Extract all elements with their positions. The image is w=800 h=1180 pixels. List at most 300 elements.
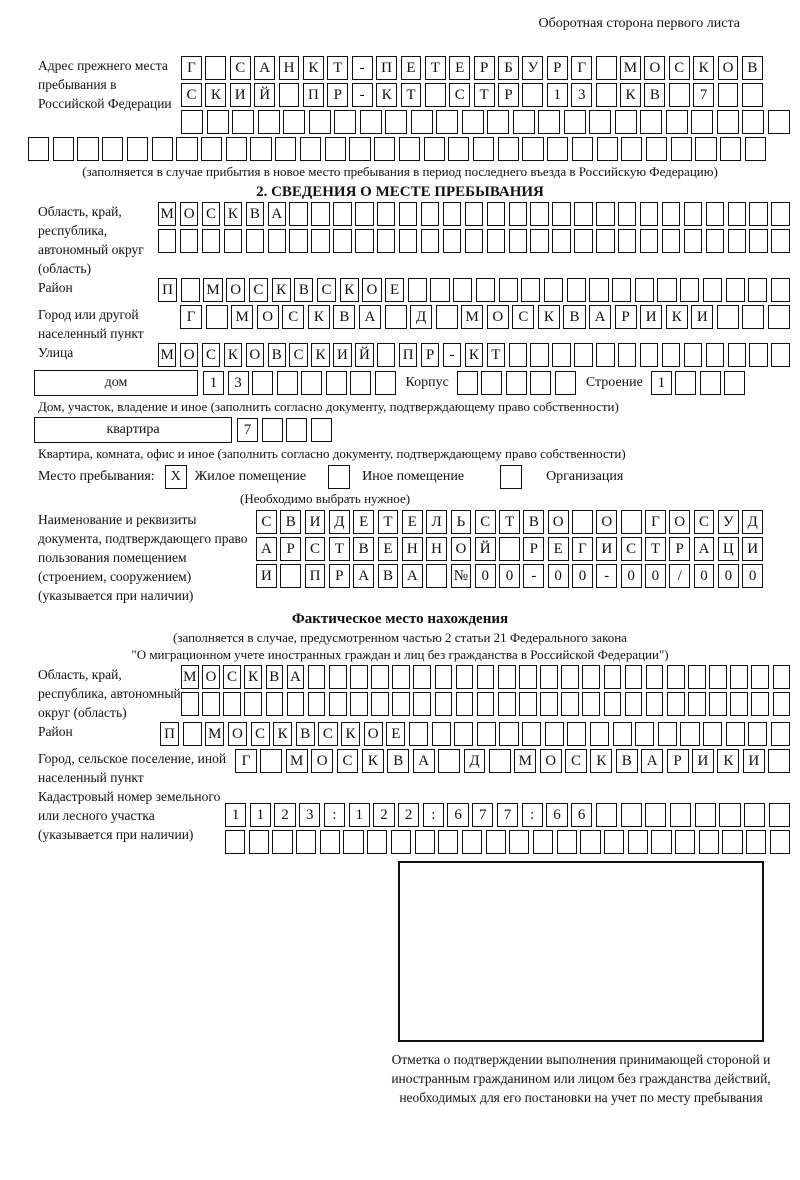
char-box xyxy=(311,418,332,442)
char-box xyxy=(513,110,535,134)
stay-type-label: Место пребывания: xyxy=(38,469,155,484)
char-box xyxy=(377,202,395,226)
confirmation-caption: Отметка о подтверждении выполнения принимающей стороной и иностранным гражданином или лицом без гражданства действий, необходимых для его постановки на учет по месту пребывания xyxy=(391,1052,771,1105)
char-box xyxy=(680,278,699,302)
char-box: А xyxy=(413,749,435,773)
char-box xyxy=(350,692,368,716)
char-box: Т xyxy=(329,537,350,561)
char-box xyxy=(717,305,739,329)
char-box xyxy=(127,137,148,161)
char-box xyxy=(567,722,586,746)
char-box xyxy=(582,665,600,689)
char-box xyxy=(728,343,746,367)
char-box xyxy=(438,749,460,773)
char-box xyxy=(465,202,483,226)
char-box: - xyxy=(352,56,373,80)
char-box: К xyxy=(224,343,242,367)
char-box xyxy=(462,110,484,134)
char-box xyxy=(719,803,740,827)
char-box xyxy=(158,229,176,253)
char-box: К xyxy=(224,202,242,226)
prev-address-row-2 xyxy=(181,83,763,107)
stay-type-option-organization: Организация xyxy=(546,469,624,484)
char-box xyxy=(367,830,387,854)
char-box xyxy=(748,278,767,302)
char-box xyxy=(589,110,611,134)
char-box xyxy=(377,343,395,367)
char-box xyxy=(377,229,395,253)
char-box xyxy=(645,803,666,827)
char-box xyxy=(771,343,789,367)
char-box xyxy=(730,692,748,716)
char-box xyxy=(311,202,329,226)
char-box xyxy=(498,665,516,689)
char-box: Н xyxy=(426,537,447,561)
char-box xyxy=(596,202,614,226)
actual-location-note-2: "О миграционном учете иностранных граждан и лиц без гражданства в Российской Федерации") xyxy=(131,647,669,662)
char-box xyxy=(519,665,537,689)
korpus-label: Корпус xyxy=(405,375,449,390)
char-box: В xyxy=(353,537,374,561)
char-box: С xyxy=(249,278,268,302)
char-box xyxy=(771,722,790,746)
char-box xyxy=(618,343,636,367)
char-box xyxy=(561,692,579,716)
char-box xyxy=(545,722,564,746)
page-side-note: Оборотная сторона первого листа xyxy=(538,16,740,31)
char-box xyxy=(509,830,529,854)
char-box: 1 xyxy=(547,83,568,107)
region-block xyxy=(38,202,790,278)
char-box xyxy=(252,371,273,395)
char-box: Т xyxy=(378,510,399,534)
char-box: О xyxy=(487,305,509,329)
char-box xyxy=(640,202,658,226)
char-box xyxy=(102,137,123,161)
char-box xyxy=(301,371,322,395)
char-box: А xyxy=(694,537,715,561)
char-box xyxy=(260,749,282,773)
char-box xyxy=(635,278,654,302)
document-row-2 xyxy=(256,537,763,561)
stay-type-row xyxy=(38,464,800,490)
char-box: М xyxy=(158,202,176,226)
char-box xyxy=(176,137,197,161)
char-box xyxy=(457,371,478,395)
char-box: К xyxy=(311,343,329,367)
char-box xyxy=(371,665,389,689)
confirmation-stamp-box xyxy=(398,861,764,1042)
char-box xyxy=(477,665,495,689)
char-box: В xyxy=(294,278,313,302)
char-box: С xyxy=(305,537,326,561)
document-label: Наименование и реквизиты документа, подтверждающего право пользования помещением (строением, сооружением) (указывается при наличии) xyxy=(38,512,248,603)
char-box xyxy=(574,343,592,367)
char-box: С xyxy=(282,305,304,329)
char-box: Е xyxy=(378,537,399,561)
char-box xyxy=(262,418,283,442)
char-box: Й xyxy=(355,343,373,367)
char-box: Г xyxy=(571,56,592,80)
stay-type-checkbox-residential: X xyxy=(165,465,187,489)
char-box: Т xyxy=(499,510,520,534)
char-box: С xyxy=(230,56,251,80)
char-box: Й xyxy=(254,83,275,107)
char-box xyxy=(521,278,540,302)
char-box: Р xyxy=(667,749,689,773)
char-box xyxy=(530,371,551,395)
char-box: Й xyxy=(475,537,496,561)
char-box: 0 xyxy=(499,564,520,588)
char-box: Р xyxy=(327,83,348,107)
char-box xyxy=(289,202,307,226)
char-box: Г xyxy=(235,749,257,773)
char-box: О xyxy=(362,278,381,302)
char-box xyxy=(385,305,407,329)
char-box: В xyxy=(644,83,665,107)
char-box xyxy=(385,110,407,134)
char-box: М xyxy=(205,722,224,746)
char-box xyxy=(509,229,527,253)
char-box: Р xyxy=(669,537,690,561)
actual-region-row-1 xyxy=(181,665,790,689)
char-box: К xyxy=(717,749,739,773)
char-box xyxy=(597,137,618,161)
char-box: С xyxy=(449,83,470,107)
char-box: С xyxy=(289,343,307,367)
char-box xyxy=(499,278,518,302)
char-box xyxy=(392,692,410,716)
char-box xyxy=(391,830,411,854)
actual-region-row-2 xyxy=(181,692,790,716)
char-box xyxy=(473,137,494,161)
actual-district-row xyxy=(160,722,790,746)
char-box: В xyxy=(523,510,544,534)
char-box: В xyxy=(296,722,315,746)
prev-address-row-3 xyxy=(181,110,790,134)
char-box: Е xyxy=(353,510,374,534)
char-box xyxy=(435,692,453,716)
char-box: 1 xyxy=(250,803,271,827)
char-box xyxy=(722,830,742,854)
char-box xyxy=(77,137,98,161)
char-box xyxy=(258,110,280,134)
char-box: М xyxy=(461,305,483,329)
char-box xyxy=(436,305,458,329)
char-box: 7 xyxy=(472,803,493,827)
char-box xyxy=(746,830,766,854)
char-box xyxy=(768,110,790,134)
char-box: 3 xyxy=(571,83,592,107)
char-box: Д xyxy=(464,749,486,773)
char-box xyxy=(646,692,664,716)
char-box xyxy=(745,137,766,161)
char-box: Т xyxy=(474,83,495,107)
char-box: К xyxy=(693,56,714,80)
char-box: Е xyxy=(402,510,423,534)
char-box: Г xyxy=(181,56,202,80)
char-box: 6 xyxy=(571,803,592,827)
prev-address-note: (заполняется в случае прибытия в новое место пребывания в период последнего въезда в Российскую Федерацию) xyxy=(82,164,718,179)
char-box xyxy=(574,229,592,253)
apartment-row xyxy=(34,417,800,443)
char-box xyxy=(487,229,505,253)
char-box xyxy=(326,371,347,395)
char-box: А xyxy=(402,564,423,588)
char-box: - xyxy=(596,564,617,588)
char-box: К xyxy=(205,83,226,107)
cadastral-row-2 xyxy=(225,830,790,854)
char-box xyxy=(621,137,642,161)
char-box xyxy=(666,110,688,134)
house-number-cells xyxy=(203,371,396,395)
char-box: М xyxy=(620,56,641,80)
char-box: Р xyxy=(498,83,519,107)
char-box: В xyxy=(268,343,286,367)
char-box: Н xyxy=(279,56,300,80)
char-box: С xyxy=(202,343,220,367)
char-box xyxy=(206,305,228,329)
char-box xyxy=(333,229,351,253)
char-box: Е xyxy=(385,278,404,302)
char-box: О xyxy=(669,510,690,534)
char-box: В xyxy=(266,665,284,689)
char-box: С xyxy=(694,510,715,534)
char-box xyxy=(286,418,307,442)
char-box xyxy=(477,722,496,746)
char-box: Р xyxy=(421,343,439,367)
char-box xyxy=(628,830,648,854)
char-box xyxy=(476,278,495,302)
char-box: О xyxy=(228,722,247,746)
char-box: И xyxy=(256,564,277,588)
char-box xyxy=(596,343,614,367)
char-box xyxy=(411,110,433,134)
char-box xyxy=(374,137,395,161)
char-box: О xyxy=(180,343,198,367)
char-box xyxy=(181,278,200,302)
char-box xyxy=(742,305,764,329)
char-box: Д xyxy=(329,510,350,534)
char-box xyxy=(207,110,229,134)
char-box xyxy=(287,692,305,716)
char-box xyxy=(618,229,636,253)
char-box xyxy=(399,202,417,226)
document-block xyxy=(38,510,790,605)
char-box xyxy=(506,371,527,395)
char-box xyxy=(477,692,495,716)
prev-address-row-4 xyxy=(28,137,766,161)
char-box: № xyxy=(451,564,472,588)
char-box xyxy=(333,202,351,226)
char-box xyxy=(730,665,748,689)
char-box: И xyxy=(640,305,662,329)
char-box: И xyxy=(333,343,351,367)
char-box: 7 xyxy=(693,83,714,107)
char-box xyxy=(205,56,226,80)
char-box xyxy=(728,229,746,253)
char-box xyxy=(350,665,368,689)
char-box: И xyxy=(691,305,713,329)
cadastral-label: Кадастровый номер земельного или лесного участка (указывается при наличии) xyxy=(38,789,221,842)
char-box xyxy=(275,137,296,161)
char-box xyxy=(355,202,373,226)
char-box: Ь xyxy=(451,510,472,534)
char-box xyxy=(744,803,765,827)
char-box xyxy=(540,665,558,689)
char-box: К xyxy=(273,722,292,746)
char-box: 3 xyxy=(299,803,320,827)
char-box xyxy=(700,371,721,395)
char-box xyxy=(308,692,326,716)
char-box xyxy=(509,343,527,367)
char-box: Р xyxy=(280,537,301,561)
stay-type-option-other: Иное помещение xyxy=(362,469,465,484)
char-box xyxy=(283,110,305,134)
char-box: К xyxy=(666,305,688,329)
char-box xyxy=(613,722,632,746)
char-box: Т xyxy=(327,56,348,80)
char-box: П xyxy=(376,56,397,80)
house-note: Дом, участок, владение и иное (заполнить согласно документу, подтверждающему право собственности) xyxy=(38,399,619,414)
city-block xyxy=(38,305,790,343)
char-box xyxy=(751,692,769,716)
region-row-2 xyxy=(158,229,790,253)
char-box xyxy=(604,665,622,689)
char-box xyxy=(530,202,548,226)
char-box xyxy=(675,371,696,395)
char-box: 0 xyxy=(694,564,715,588)
house-box-label: дом xyxy=(34,370,198,396)
char-box: К xyxy=(341,722,360,746)
char-box: С xyxy=(669,56,690,80)
char-box xyxy=(540,692,558,716)
section2-title: 2. СВЕДЕНИЯ О МЕСТЕ ПРЕБЫВАНИЯ xyxy=(256,184,544,200)
char-box: 1 xyxy=(225,803,246,827)
char-box xyxy=(706,202,724,226)
char-box xyxy=(268,229,286,253)
char-box xyxy=(751,665,769,689)
char-box xyxy=(181,110,203,134)
char-box xyxy=(300,137,321,161)
apartment-box-label: квартира xyxy=(34,417,232,443)
actual-district-label: Район xyxy=(38,724,73,739)
char-box: М xyxy=(158,343,176,367)
region-row-1 xyxy=(158,202,790,226)
char-box xyxy=(547,137,568,161)
apartment-note: Квартира, комната, офис и иное (заполнить согласно документу, подтверждающему право собственности) xyxy=(38,446,626,461)
char-box xyxy=(329,665,347,689)
char-box xyxy=(706,343,724,367)
char-box: К xyxy=(303,56,324,80)
char-box xyxy=(375,371,396,395)
char-box xyxy=(181,692,199,716)
char-box: 1 xyxy=(203,371,224,395)
char-box xyxy=(308,665,326,689)
char-box xyxy=(413,665,431,689)
char-box xyxy=(552,202,570,226)
char-box: 0 xyxy=(645,564,666,588)
char-box xyxy=(684,202,702,226)
char-box: К xyxy=(590,749,612,773)
document-row-3 xyxy=(256,564,763,588)
char-box: П xyxy=(160,722,179,746)
char-box xyxy=(309,110,331,134)
char-box xyxy=(498,692,516,716)
char-box: 6 xyxy=(447,803,468,827)
char-box xyxy=(538,110,560,134)
char-box: Г xyxy=(180,305,202,329)
char-box: О xyxy=(644,56,665,80)
char-box: Л xyxy=(426,510,447,534)
char-box xyxy=(749,343,767,367)
char-box: / xyxy=(669,564,690,588)
house-row xyxy=(34,370,800,396)
char-box xyxy=(360,110,382,134)
char-box xyxy=(726,722,745,746)
char-box xyxy=(557,830,577,854)
char-box: С xyxy=(621,537,642,561)
char-box xyxy=(691,110,713,134)
char-box: - xyxy=(352,83,373,107)
stay-type-option-residential: Жилое помещение xyxy=(194,469,307,484)
char-box xyxy=(625,665,643,689)
char-box: И xyxy=(596,537,617,561)
char-box: Р xyxy=(615,305,637,329)
char-box: Т xyxy=(401,83,422,107)
char-box: А xyxy=(287,665,305,689)
char-box xyxy=(771,202,789,226)
char-box xyxy=(604,830,624,854)
char-box xyxy=(487,202,505,226)
char-box xyxy=(334,110,356,134)
char-box xyxy=(703,278,722,302)
char-box: 6 xyxy=(546,803,567,827)
char-box xyxy=(544,278,563,302)
char-box xyxy=(436,110,458,134)
char-box xyxy=(670,803,691,827)
char-box xyxy=(519,692,537,716)
char-box: О xyxy=(257,305,279,329)
char-box: В xyxy=(563,305,585,329)
char-box: К xyxy=(620,83,641,107)
char-box xyxy=(552,343,570,367)
char-box xyxy=(430,278,449,302)
char-box xyxy=(28,137,49,161)
document-row-1 xyxy=(256,510,763,534)
prev-address-label: Адрес прежнего места пребывания в Российской Федерации xyxy=(38,58,172,111)
char-box xyxy=(421,202,439,226)
char-box xyxy=(487,110,509,134)
char-box xyxy=(567,278,586,302)
char-box: Е xyxy=(386,722,405,746)
char-box: Р xyxy=(547,56,568,80)
char-box xyxy=(280,564,301,588)
char-box xyxy=(695,803,716,827)
char-box xyxy=(355,229,373,253)
district-row xyxy=(158,278,790,302)
char-box: 3 xyxy=(228,371,249,395)
char-box: Е xyxy=(401,56,422,80)
char-box: К xyxy=(308,305,330,329)
char-box xyxy=(662,343,680,367)
char-box: К xyxy=(272,278,291,302)
char-box: В xyxy=(333,305,355,329)
stay-type-checkbox-organization xyxy=(500,465,522,489)
char-box xyxy=(399,137,420,161)
char-box xyxy=(425,83,446,107)
char-box xyxy=(277,371,298,395)
